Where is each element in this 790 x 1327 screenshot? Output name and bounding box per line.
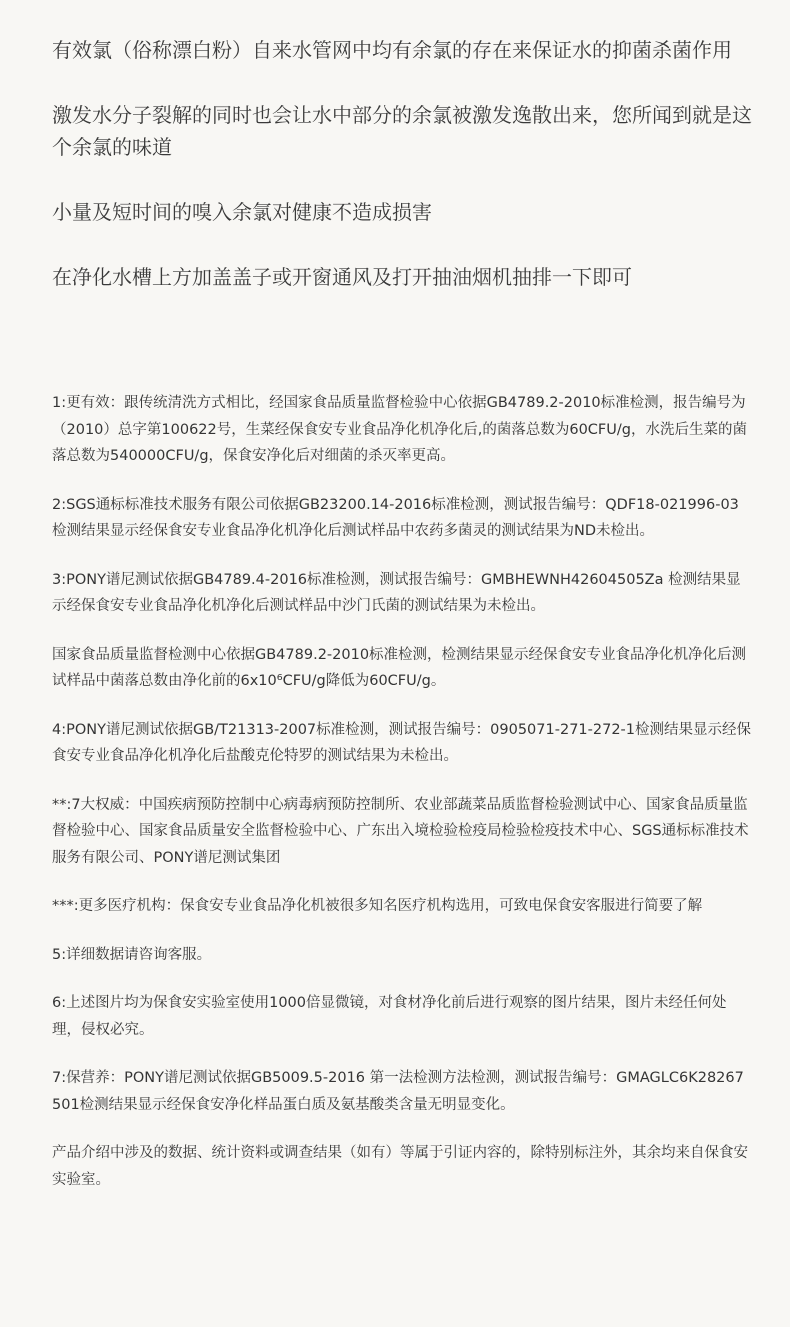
intro-paragraph-4: 在净化水槽上方加盖盖子或开窗通风及打开抽油烟机抽排一下即可 <box>52 265 632 289</box>
footnote-data-source: 产品介绍中涉及的数据、统计资料或调查结果（如有）等属于引证内容的，除特别标注外，其余均来自保食安实验室。 <box>52 1145 748 1188</box>
intro-paragraph-1: 有效氯（俗称漂白粉）自来水管网中均有余氯的存在来保证水的抑菌杀菌作用 <box>52 38 732 62</box>
chlorine-explanation <box>52 0 752 293</box>
footnote-3: 3:PONY谱尼测试依据GB4789.4-2016标准检测，测试报告编号：GMBHEWNH42604505Za 检测结果显示经保食安专业食品净化机净化后测试样品中沙门氏菌的测试结果为未检出。 <box>52 571 741 614</box>
footnote-medical-institutions: ***:更多医疗机构：保食安专业食品净化机被很多知名医疗机构选用，可致电保食安客服进行简要了解 <box>52 898 703 914</box>
footnote-7: 7:保营养：PONY谱尼测试依据GB5009.5-2016 第一法检测方法检测，测试报告编号：GMAGLC6K28267501检测结果显示经保食安净化样品蛋白质及氨基酸类含量无明显变化。 <box>52 1070 744 1113</box>
footnote-1: 1:更有效：跟传统清洗方式相比，经国家食品质量监督检验中心依据GB4789.2-2010标准检测，报告编号为（2010）总字第100622号，生菜经保食安专业食品净化机净化后,的菌落总数为60CFU/g，水洗后生菜的菌落总数为540000CFU/g，保食安净化后对细菌的杀灭率更高。 <box>52 395 747 464</box>
footnote-2: 2:SGS通标标准技术服务有限公司依据GB23200.14-2016标准检测，测试报告编号：QDF18-021996-03 检测结果显示经保食安专业食品净化机净化后测试样品中农药多菌灵的测试结果为ND未检出。 <box>52 496 739 539</box>
footnote-6: 6:上述图片均为保食安实验室使用1000倍显微镜，对食材净化前后进行观察的图片结果，图片未经任何处理，侵权必究。 <box>52 995 727 1038</box>
footnote-national-center: 国家食品质量监督检测中心依据GB4789.2-2010标准检测，检测结果显示经保食安专业食品净化机净化后测试样品中菌落总数由净化前的6x10⁶CFU/g降低为60CFU/g。 <box>52 646 747 689</box>
footnote-authorities: **:7大权威：中国疾病预防控制中心病毒病预防控制所、农业部蔬菜品质监督检验测试中心、国家食品质量监督检验中心、国家食品质量安全监督检验中心、广东出入境检验检疫局检验检疫技术中心、SGS通标标准技术服务有限公司、PONY谱尼测试集团 <box>52 796 749 866</box>
intro-paragraph-3: 小量及短时间的嗅入余氯对健康不造成损害 <box>52 200 432 224</box>
footnotes <box>52 390 752 1193</box>
footnote-5: 5:详细数据请咨询客服。 <box>52 946 212 963</box>
intro-paragraph-2: 激发水分子裂解的同时也会让水中部分的余氯被激发逸散出来，您所闻到就是这个余氯的味道 <box>52 103 752 159</box>
footnote-4: 4:PONY谱尼测试依据GB/T21313-2007标准检测，测试报告编号：0905071-271-272-1检测结果显示经保食安专业食品净化机净化后盐酸克伦特罗的测试结果为未检出。 <box>52 721 752 764</box>
